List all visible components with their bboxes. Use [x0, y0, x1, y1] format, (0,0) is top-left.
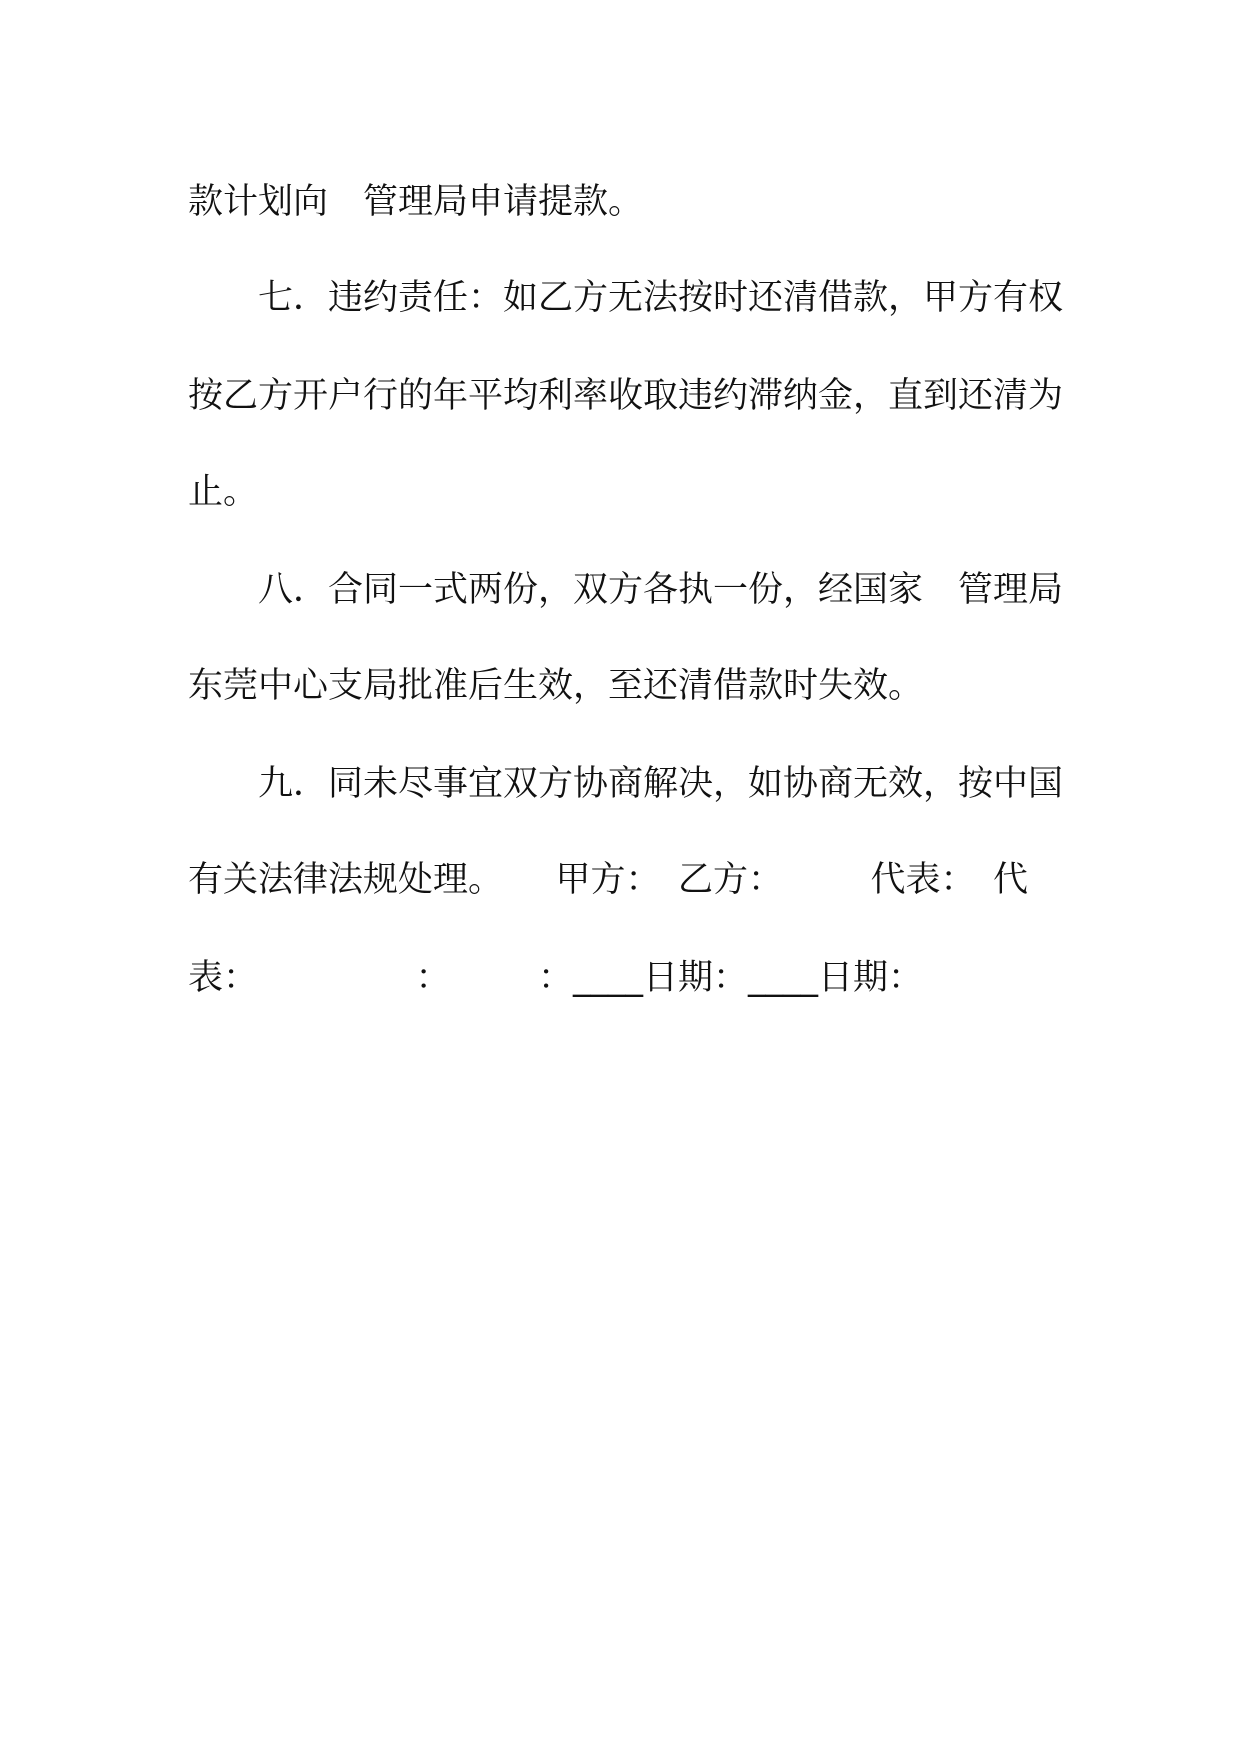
clause-9-line-1: 九．同未尽事宜双方协商解决，如协商无效，按中国	[258, 764, 1064, 804]
clause-7-line-1: 七．违约责任：如乙方无法按时还清借款，甲方有权	[258, 278, 1064, 318]
signature-date-line: 表： ： ：____日期：____日期：	[188, 958, 924, 998]
clause-9-line-2-signatures: 有关法律法规处理。 甲方： 乙方： 代表： 代	[188, 860, 1029, 900]
clause-8-line-1: 八．合同一式两份，双方各执一份，经国家 管理局	[258, 570, 1064, 610]
clause-8-line-2: 东莞中心支局批准后生效，至还清借款时失效。	[188, 666, 924, 706]
clause-7-line-2: 按乙方开户行的年平均利率收取违约滞纳金，直到还清为	[188, 376, 1064, 416]
clause-7-line-3: 止。	[188, 472, 259, 512]
clause-6-continuation: 款计划向 管理局申请提款。	[188, 182, 644, 222]
